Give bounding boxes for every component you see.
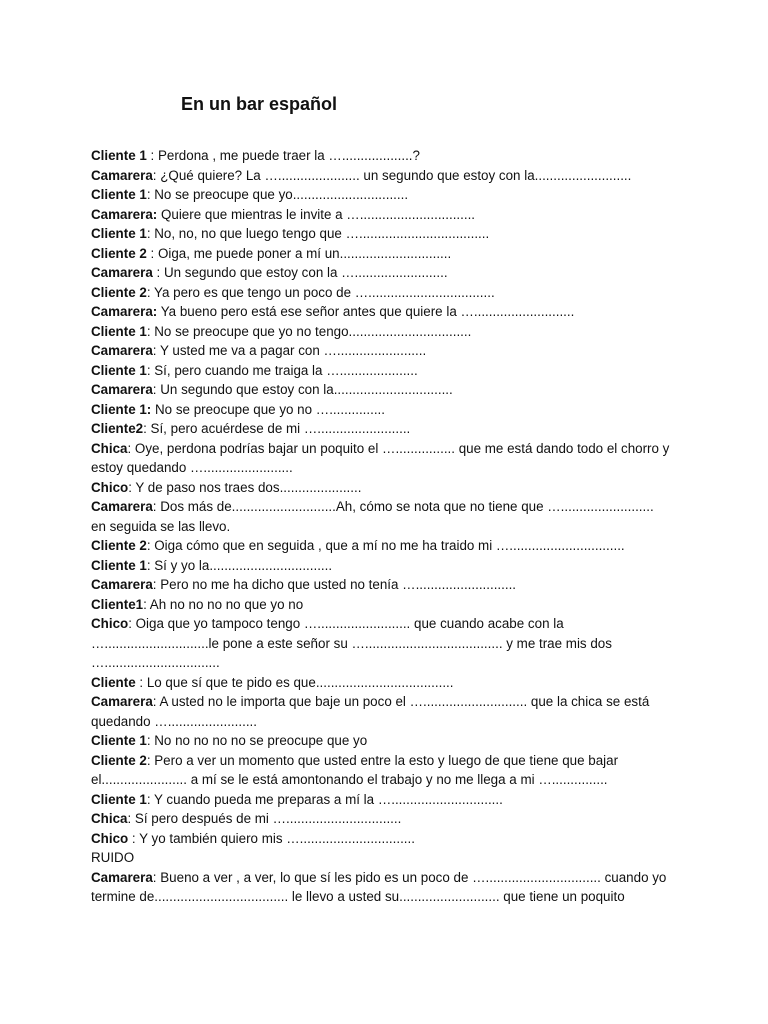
line-text: Quiere que mientras le invite a …............................... <box>157 206 476 222</box>
speaker-label: Cliente <box>91 674 136 690</box>
line-text: : No se preocupe que yo............................... <box>146 187 409 202</box>
line-text: RUIDO <box>91 850 135 865</box>
dialogue-line <box>91 185 681 205</box>
speaker-label: Cliente 1 <box>91 733 147 748</box>
line-text: : Y yo también quiero mis …............................... <box>128 830 415 846</box>
line-text: : Y usted me va a pagar con …........................ <box>152 343 427 358</box>
line-text: : Oiga, me puede poner a mí un.............................. <box>146 245 452 261</box>
dialogue-line <box>91 497 681 517</box>
line-text: : Sí, pero cuando me traiga la …..................... <box>146 362 418 378</box>
dialogue-line <box>91 536 681 556</box>
speaker-label: Camarera <box>91 694 153 709</box>
speaker-label: Cliente 2 <box>91 284 147 300</box>
dialogue-line <box>91 302 681 322</box>
dialogue-line <box>91 400 681 420</box>
speaker-label: Camarera <box>91 167 153 183</box>
line-text: Ya bueno pero está ese señor antes que quiere la …........................... <box>157 304 575 319</box>
dialogue-line <box>91 283 681 303</box>
line-text: : No no no no no se preocupe que yo <box>146 733 368 748</box>
line-text: : No, no, no que luego tengo que …................................... <box>146 226 490 241</box>
dialogue-line <box>91 166 681 186</box>
speaker-label: Cliente 1 <box>91 148 147 163</box>
line-text: : Y de paso nos traes dos...................... <box>128 479 362 495</box>
line-text: : No se preocupe que yo no tengo................................. <box>146 323 472 339</box>
dialogue-line <box>91 829 681 849</box>
dialogue-line <box>91 692 681 731</box>
speaker-label: Chico <box>91 830 129 846</box>
line-text: : A usted no le importa que baje un poco el …............................ que la chica se está quedando …........................ <box>91 694 650 729</box>
speaker-label: Cliente 2 <box>91 752 147 768</box>
speaker-label: Camarera: <box>91 304 158 319</box>
dialogue-line <box>91 517 681 537</box>
dialogue-line <box>91 751 681 790</box>
speaker-label: Cliente 1: <box>91 401 152 417</box>
dialogue-line <box>91 224 681 244</box>
speaker-label: Cliente 1 <box>91 187 147 202</box>
speaker-label: Cliente 1 <box>91 323 147 339</box>
speaker-label: Cliente 1 <box>91 362 147 378</box>
line-text: : Y cuando pueda me preparas a mí la ….............................. <box>146 791 503 807</box>
line-text: : Perdona , me puede traer la …...................? <box>146 148 420 163</box>
document-title: En un bar español <box>181 94 338 114</box>
dialogue-line <box>91 205 681 225</box>
speaker-label: Cliente 1 <box>91 226 147 241</box>
line-text: : Ah no no no no que yo no <box>143 596 304 612</box>
dialogue-line <box>91 146 681 166</box>
line-text: : Sí y yo la................................. <box>146 557 333 573</box>
dialogue-line <box>91 263 681 283</box>
line-text: : Pero no me ha dicho que usted no tenía …........................... <box>152 577 517 592</box>
dialogue-line <box>91 575 681 595</box>
speaker-label: Cliente1 <box>91 596 144 612</box>
dialogue-line <box>91 361 681 381</box>
dialogue-line <box>91 244 681 264</box>
speaker-label: Camarera <box>91 343 153 358</box>
speaker-label: Camarera <box>91 382 153 397</box>
dialogue-line <box>91 731 681 751</box>
line-text: : Un segundo que estoy con la …......................... <box>152 265 448 280</box>
speaker-label: Camarera <box>91 265 153 280</box>
speaker-label: Chico <box>91 479 129 495</box>
speaker-label: Cliente 1 <box>91 557 147 573</box>
dialogue-line <box>91 809 681 829</box>
line-text: : Lo que sí que te pido es que..................................... <box>135 674 454 690</box>
line-text: : Oiga que yo tampoco tengo …......................... que cuando acabe con la …............................le pone a este señor su …..................................... y me trae mis dos …............................... <box>91 616 612 670</box>
line-text: : Dos más de............................Ah, cómo se nota que no tiene que …......................... <box>152 499 654 514</box>
dialogue-line <box>91 380 681 400</box>
speaker-label: Camarera <box>91 577 153 592</box>
line-text: : Sí, pero acuérdese de mi …......................... <box>143 421 411 436</box>
speaker-label: Cliente2 <box>91 421 144 436</box>
dialogue-line <box>91 419 681 439</box>
dialogue-line <box>91 439 681 478</box>
dialogue-line <box>91 868 681 907</box>
dialogue-line <box>91 848 681 868</box>
line-text: : ¿Qué quiere? La …...................... un segundo que estoy con la.......................... <box>152 167 632 183</box>
speaker-label: Chica <box>91 811 128 826</box>
dialogue-line <box>91 673 681 693</box>
speaker-label: Cliente 2 <box>91 245 147 261</box>
dialogue-line <box>91 790 681 810</box>
line-text: : Pero a ver un momento que usted entre la esto y luego de que tiene que bajar el....................... a mí se le está amontonando el trabajo y no me llega a mi …............... <box>91 752 619 787</box>
dialogue-line <box>91 478 681 498</box>
dialogue-line <box>91 322 681 342</box>
line-text: : Oiga cómo que en seguida , que a mí no me ha traido mi …............................... <box>146 538 625 553</box>
dialogue-body <box>91 146 681 907</box>
line-text: : Ya pero es que tengo un poco de ….................................. <box>146 284 495 300</box>
speaker-label: Camarera <box>91 499 153 514</box>
speaker-label: Cliente 2 <box>91 538 147 553</box>
dialogue-line <box>91 595 681 615</box>
line-text: en seguida se las llevo. <box>91 518 231 534</box>
line-text: : Un segundo que estoy con la................................ <box>152 382 453 397</box>
line-text: : Bueno a ver , a ver, lo que sí les pido es un poco de …............................... cuando yo termine de.................................... le llevo a usted su........................... que tiene un poquito <box>91 869 667 904</box>
line-text: No se preocupe que yo no …............... <box>151 401 385 417</box>
speaker-label: Chica <box>91 440 128 456</box>
line-text: : Sí pero después de mi …............................... <box>127 811 402 826</box>
speaker-label: Camarera: <box>91 206 158 222</box>
dialogue-line <box>91 341 681 361</box>
speaker-label: Cliente 1 <box>91 791 147 807</box>
speaker-label: Camarera <box>91 869 153 885</box>
dialogue-line <box>91 556 681 576</box>
line-text: : Oye, perdona podrías bajar un poquito el …................ que me está dando todo el chorro y estoy quedando …........................ <box>91 440 670 475</box>
dialogue-line <box>91 614 681 673</box>
speaker-label: Chico <box>91 616 129 631</box>
